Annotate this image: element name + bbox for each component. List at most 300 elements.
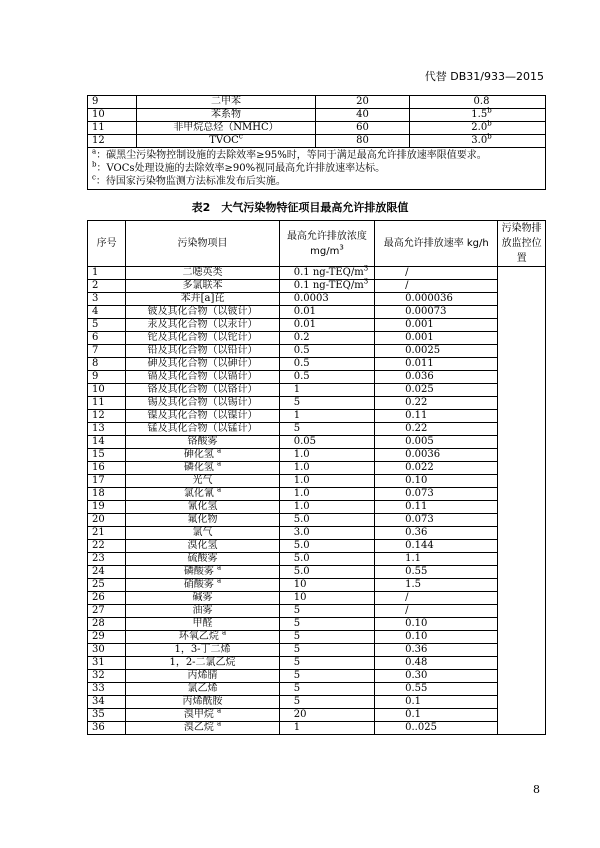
max-concentration	[279, 449, 374, 462]
pollutant-name: 镍及其化合物（以镍计）	[147, 410, 258, 421]
max-rate: 1.5	[375, 579, 498, 592]
max-rate: 0.0025	[375, 345, 498, 358]
max-concentration	[279, 332, 374, 345]
row-number: 36	[88, 722, 126, 735]
pollutant-name: 碱雾	[192, 592, 213, 603]
header-monitor: 污染物排放监控位置	[498, 221, 546, 267]
max-concentration	[279, 657, 374, 670]
pollutant-name: 磷酸雾	[183, 566, 214, 577]
concentration-value: 0.1 ng-TEQ/m	[293, 280, 364, 291]
pollutant-item	[126, 644, 280, 657]
pollutant-name: 铬及其化合物（以铬计）	[147, 384, 258, 395]
row-number: 6	[88, 332, 126, 345]
pollutant-name: 溴甲烷	[183, 709, 214, 720]
row-number: 23	[88, 553, 126, 566]
max-concentration	[279, 618, 374, 631]
max-rate: 0.55	[375, 566, 498, 579]
pollutant-item	[126, 527, 280, 540]
table-row	[88, 345, 546, 358]
table-row	[88, 423, 546, 436]
max-rate: 0..025	[375, 722, 498, 735]
pollutant-name: 氯化氰	[183, 488, 214, 499]
table-row	[88, 475, 546, 488]
concentration-value: 0.2	[293, 332, 310, 343]
concentration-value: 0.1 ng-TEQ/m	[293, 267, 364, 278]
pollutant-item	[126, 605, 280, 618]
rate-value: 3.0	[471, 135, 488, 146]
footnote-mark: a	[217, 563, 222, 572]
concentration-value: 0.05	[293, 436, 317, 447]
max-concentration	[279, 475, 374, 488]
pollutant-item	[126, 576, 280, 592]
pollutant-item	[126, 683, 280, 696]
max-rate: 0.005	[375, 436, 498, 449]
document-code-header: 代替 DB31/933—2015	[424, 70, 544, 83]
footnotes-cell	[88, 148, 546, 190]
max-concentration	[279, 592, 374, 605]
row-number: 19	[88, 501, 126, 514]
row-number: 11	[88, 122, 137, 135]
max-concentration	[279, 696, 374, 709]
pollutant-item	[126, 267, 280, 280]
table-row	[88, 683, 546, 696]
row-number: 10	[88, 109, 137, 122]
table-row	[88, 631, 546, 644]
row-number: 20	[88, 514, 126, 527]
page-number: 8	[533, 783, 540, 796]
row-number: 1	[88, 267, 126, 280]
rate-value: 0.8	[473, 96, 490, 107]
max-rate: /	[375, 605, 498, 618]
table-row	[88, 514, 546, 527]
pollutant-item	[126, 501, 280, 514]
pollutant-item	[126, 475, 280, 488]
footnote-mark: a	[92, 147, 97, 156]
pollutant-name: 溴化氢	[187, 540, 218, 551]
pollutant-item	[126, 459, 280, 475]
pollutant-name: 镉及其化合物（以镉计）	[147, 371, 258, 382]
table-row	[88, 410, 546, 423]
pollutant-name: 光气	[192, 475, 213, 486]
pollutant-name: 砷化氢	[183, 449, 214, 460]
max-concentration	[279, 722, 374, 735]
max-concentration	[279, 264, 374, 280]
max-concentration	[279, 670, 374, 683]
max-rate: 0.11	[375, 501, 498, 514]
max-concentration	[279, 709, 374, 722]
footnote	[92, 175, 541, 188]
max-concentration: 40	[316, 109, 410, 122]
concentration-value: 0.5	[293, 371, 310, 382]
pollutant-item	[126, 670, 280, 683]
row-number: 15	[88, 449, 126, 462]
monitor-location-cell	[498, 267, 546, 735]
table-row	[88, 122, 546, 135]
rate-value: 2.0	[471, 122, 488, 133]
row-number: 12	[88, 410, 126, 423]
max-rate: 1.1	[375, 553, 498, 566]
max-rate: 0.22	[375, 397, 498, 410]
concentration-value: 3.0	[293, 527, 310, 538]
pollutant-item	[126, 696, 280, 709]
row-number: 21	[88, 527, 126, 540]
table-row	[88, 488, 546, 501]
max-rate: 0.0036	[375, 449, 498, 462]
unit-superscript: 3	[363, 277, 369, 286]
pollutant-name: 二噁英类	[182, 267, 223, 278]
characteristic-pollutants-table	[87, 220, 546, 735]
pollutant-item	[126, 410, 280, 423]
pollutant-item	[126, 485, 280, 501]
table-row	[88, 436, 546, 449]
max-rate: 0.073	[375, 514, 498, 527]
pollutant-item	[137, 122, 316, 135]
table-row	[88, 618, 546, 631]
footnote-text: ：待国家污染物监测方法标准发布后实施。	[95, 176, 286, 187]
pollutant-item	[126, 628, 280, 644]
max-concentration	[279, 579, 374, 592]
max-concentration	[279, 345, 374, 358]
concentration-value: 5	[293, 644, 301, 655]
row-number: 4	[88, 306, 126, 319]
table-row	[88, 293, 546, 306]
footnote-mark: b	[487, 132, 492, 141]
concentration-value: 5	[293, 696, 301, 707]
header-conc-label: 最高允许排放浓度	[286, 230, 367, 242]
concentration-value: 1.0	[293, 501, 310, 512]
concentration-value: 1.0	[293, 462, 310, 473]
row-number: 17	[88, 475, 126, 488]
pollutant-name: 苯系物	[211, 109, 241, 120]
pollutant-name: 非甲烷总烃（NMHC）	[173, 122, 279, 133]
pollutant-item	[126, 319, 280, 332]
table-row	[88, 397, 546, 410]
row-number: 12	[88, 135, 137, 148]
concentration-value: 1.0	[293, 475, 310, 486]
concentration-value: 10	[293, 579, 307, 590]
concentration-value: 0.5	[293, 345, 310, 356]
pollutant-item	[126, 332, 280, 345]
concentration-value: 20	[293, 709, 307, 720]
max-rate: 0.10	[375, 475, 498, 488]
pollutant-item	[126, 618, 280, 631]
row-number: 26	[88, 592, 126, 605]
row-number: 14	[88, 436, 126, 449]
max-rate: 0.11	[375, 410, 498, 423]
max-concentration	[279, 423, 374, 436]
max-concentration	[279, 631, 374, 644]
max-concentration	[279, 644, 374, 657]
pollutant-item	[126, 553, 280, 566]
concentration-value: 5.0	[293, 514, 310, 525]
footnote	[92, 162, 541, 175]
concentration-value: 10	[293, 592, 307, 603]
pollutant-item	[126, 540, 280, 553]
header-conc-unit-sup: 3	[339, 243, 344, 252]
max-rate: 0.036	[375, 371, 498, 384]
max-rate: 0.073	[375, 488, 498, 501]
max-concentration	[279, 566, 374, 579]
table-row	[88, 267, 546, 280]
concentration-value: 5	[293, 631, 301, 642]
footnote-mark: a	[217, 459, 222, 468]
pollutant-name: 锡及其化合物（以锡计）	[147, 397, 258, 408]
max-concentration	[279, 293, 374, 306]
max-concentration	[279, 358, 374, 371]
table-row	[88, 332, 546, 345]
pollutant-item	[126, 592, 280, 605]
max-rate: 0.36	[375, 644, 498, 657]
row-number: 31	[88, 657, 126, 670]
pollutant-item	[126, 719, 280, 735]
footnote-mark: a	[217, 446, 222, 455]
max-concentration	[279, 436, 374, 449]
max-rate: /	[375, 267, 498, 280]
pollutant-item	[137, 96, 316, 109]
table-row	[88, 306, 546, 319]
footnote-mark: c	[92, 173, 96, 182]
table-row	[88, 696, 546, 709]
footnote-text: ：碳黑尘污染物控制设施的去除效率≥95%时，等同于满足最高允许排放速率限值要求。	[96, 150, 487, 161]
max-rate: 0.10	[375, 618, 498, 631]
pollutant-name: 锰及其化合物（以锰计）	[147, 423, 258, 434]
max-rate: 0.1	[375, 696, 498, 709]
concentration-value: 1	[293, 722, 301, 733]
footnote-mark: b	[487, 119, 492, 128]
max-concentration	[279, 306, 374, 319]
pollutant-name: 铍及其化合物（以铍计）	[147, 306, 258, 317]
rate-value: 1.5	[471, 109, 488, 120]
max-rate: 0.10	[375, 631, 498, 644]
table-row	[88, 722, 546, 735]
concentration-value: 1.0	[293, 488, 310, 499]
row-number: 28	[88, 618, 126, 631]
emission-limits-table-continued	[87, 95, 546, 190]
row-number: 27	[88, 605, 126, 618]
pollutant-item	[126, 446, 280, 462]
pollutant-item	[126, 436, 280, 449]
table-row	[88, 566, 546, 579]
footnote-mark: a	[217, 576, 222, 585]
table-row	[88, 96, 546, 109]
pollutant-name: 磷化氢	[183, 462, 214, 473]
pollutant-name: 铅及其化合物（以铅计）	[147, 345, 258, 356]
concentration-value: 0.5	[293, 358, 310, 369]
table-row	[88, 527, 546, 540]
max-rate: 0.1	[375, 709, 498, 722]
footnote-mark: c	[238, 132, 243, 141]
pollutant-item	[126, 306, 280, 319]
pollutant-item	[126, 384, 280, 397]
concentration-value: 5.0	[293, 553, 310, 564]
pollutant-item	[137, 109, 316, 122]
pollutant-name: 砷及其化合物（以砷计）	[147, 358, 258, 369]
table-row	[88, 384, 546, 397]
max-concentration	[279, 410, 374, 423]
pollutant-item	[126, 423, 280, 436]
max-concentration	[279, 540, 374, 553]
concentration-value: 1	[293, 384, 301, 395]
max-rate: 0.48	[375, 657, 498, 670]
pollutant-item	[126, 397, 280, 410]
footnote	[92, 149, 541, 162]
pollutant-name: 氯乙烯	[187, 683, 218, 694]
concentration-value: 5.0	[293, 540, 310, 551]
pollutant-item	[126, 293, 280, 306]
concentration-value: 0.01	[293, 319, 317, 330]
table-row	[88, 670, 546, 683]
max-concentration: 80	[316, 135, 410, 148]
pollutant-name: 1，2-二氯乙烷	[169, 657, 236, 668]
row-number: 9	[88, 371, 126, 384]
pollutant-name: 氰化氢	[187, 501, 218, 512]
max-concentration	[279, 462, 374, 475]
concentration-value: 1	[293, 410, 301, 421]
table-row	[88, 449, 546, 462]
max-rate: 0.00073	[375, 306, 498, 319]
table-row	[88, 553, 546, 566]
max-rate: 0.144	[375, 540, 498, 553]
pollutant-item	[126, 345, 280, 358]
max-concentration	[279, 397, 374, 410]
table2-caption: 表2 大气污染物特征项目最高允许排放限值	[191, 201, 409, 214]
pollutant-name: 硫酸雾	[187, 553, 218, 564]
max-rate: 0.22	[375, 423, 498, 436]
concentration-value: 5	[293, 618, 301, 629]
row-number: 16	[88, 462, 126, 475]
max-rate: 0.36	[375, 527, 498, 540]
unit-superscript: 3	[363, 264, 369, 273]
pollutant-name: 氯气	[192, 527, 213, 538]
table-row	[88, 135, 546, 148]
max-rate	[410, 132, 546, 148]
max-rate: 0.001	[375, 319, 498, 332]
row-number: 7	[88, 345, 126, 358]
max-rate	[410, 106, 546, 122]
max-concentration	[279, 514, 374, 527]
row-number: 13	[88, 423, 126, 436]
table-row	[88, 579, 546, 592]
pollutant-name: 铬酸雾	[187, 436, 218, 447]
pollutant-name: 油雾	[192, 605, 213, 616]
pollutant-item	[137, 132, 316, 148]
max-concentration	[279, 605, 374, 618]
row-number: 2	[88, 280, 126, 293]
footnote-mark: b	[487, 106, 492, 115]
max-concentration: 60	[316, 122, 410, 135]
row-number: 9	[88, 96, 137, 109]
max-rate: 0.55	[375, 683, 498, 696]
table-row	[88, 540, 546, 553]
max-concentration	[279, 488, 374, 501]
pollutant-name: TVOC	[209, 135, 239, 146]
pollutant-item	[126, 358, 280, 371]
pollutant-name: 汞及其化合物（以汞计）	[147, 319, 258, 330]
max-rate: /	[375, 592, 498, 605]
header-conc-unit: mg/m	[310, 245, 340, 257]
max-concentration	[279, 319, 374, 332]
header-rate: 最高允许排放速率 kg/h	[375, 221, 498, 267]
pollutant-name: 苯并[a]芘	[180, 293, 225, 304]
footnote-mark: a	[217, 706, 222, 715]
row-number: 34	[88, 696, 126, 709]
max-concentration	[279, 384, 374, 397]
footnote-mark: a	[222, 628, 227, 637]
pollutant-name: 铊及其化合物（以铊计）	[147, 332, 258, 343]
max-concentration	[279, 501, 374, 514]
row-number: 29	[88, 631, 126, 644]
concentration-value: 5	[293, 605, 301, 616]
table-row	[88, 592, 546, 605]
row-number: 10	[88, 384, 126, 397]
table-row	[88, 709, 546, 722]
row-number: 11	[88, 397, 126, 410]
pollutant-item	[126, 657, 280, 670]
row-number: 24	[88, 566, 126, 579]
max-rate: 0.025	[375, 384, 498, 397]
table-row	[88, 109, 546, 122]
table-row	[88, 371, 546, 384]
max-concentration	[279, 683, 374, 696]
row-number: 3	[88, 293, 126, 306]
header-item: 污染物项目	[126, 221, 280, 267]
table-header-row	[88, 221, 546, 267]
footnote-mark: b	[92, 160, 97, 169]
table-row	[88, 462, 546, 475]
pollutant-name: 丙烯腈	[187, 670, 218, 681]
concentration-value: 5	[293, 683, 301, 694]
row-number: 32	[88, 670, 126, 683]
max-rate: 0.022	[375, 462, 498, 475]
concentration-value: 5	[293, 670, 301, 681]
pollutant-item	[126, 563, 280, 579]
row-number: 30	[88, 644, 126, 657]
max-concentration: 20	[316, 96, 410, 109]
pollutant-item	[126, 706, 280, 722]
table-row	[88, 319, 546, 332]
concentration-value: 5	[293, 657, 301, 668]
row-number: 18	[88, 488, 126, 501]
header-no: 序号	[88, 221, 126, 267]
pollutant-name: 环氧乙烷	[178, 631, 219, 642]
pollutant-name: 甲醛	[192, 618, 213, 629]
concentration-value: 0.01	[293, 306, 317, 317]
concentration-value: 0.0003	[293, 293, 329, 304]
table-row	[88, 605, 546, 618]
concentration-value: 5.0	[293, 566, 310, 577]
pollutant-item	[126, 514, 280, 527]
pollutant-name: 二甲苯	[211, 96, 241, 107]
max-rate: 0.30	[375, 670, 498, 683]
row-number: 22	[88, 540, 126, 553]
table-row	[88, 644, 546, 657]
footnote-text: ：VOCs处理设施的去除效率≥90%视同最高允许排放速率达标。	[96, 163, 386, 174]
pollutant-name: 溴乙烷	[183, 722, 214, 733]
footnotes-row	[88, 148, 546, 190]
concentration-value: 5	[293, 397, 301, 408]
max-rate	[410, 119, 546, 135]
pollutant-name: 1，3-丁二烯	[174, 644, 231, 655]
concentration-value: 1.0	[293, 449, 310, 460]
concentration-value: 5	[293, 423, 301, 434]
row-number: 33	[88, 683, 126, 696]
max-concentration	[279, 277, 374, 293]
footnote-mark: a	[217, 719, 222, 728]
row-number: 8	[88, 358, 126, 371]
row-number: 5	[88, 319, 126, 332]
footnote-mark: a	[217, 485, 222, 494]
row-number: 35	[88, 709, 126, 722]
